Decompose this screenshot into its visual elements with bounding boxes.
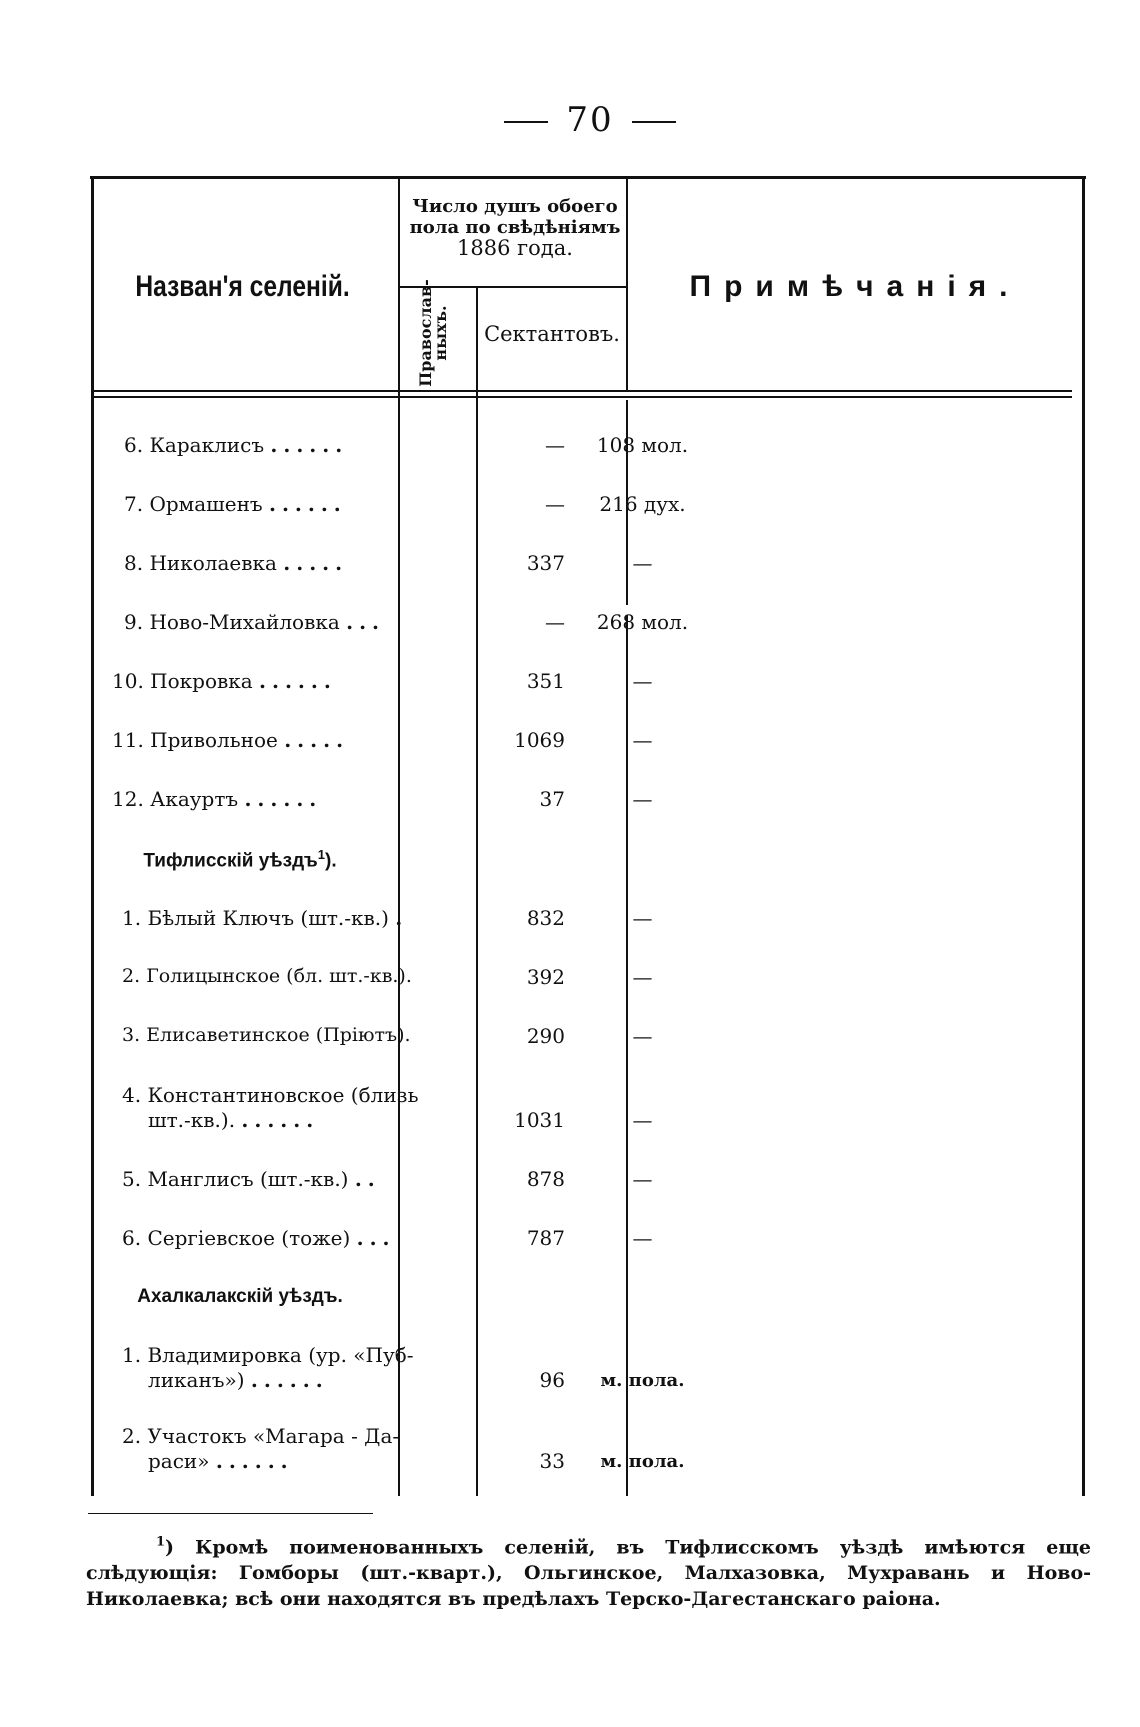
column-header-number-group: Число душъ обоего пола по свѣдѣніямъ 1886 года.	[409, 196, 621, 260]
footnote-rule	[88, 1513, 373, 1514]
footnote: $^1$) Кромѣ поименованныхъ селеній, въ Тифлисскомъ уѣздѣ имѣются еще слѣдующія: Гомборы (шт.-кварт.), Ольгинское, Малхазовка, Мухравань и Ново-Николаевка; всѣ они находятся въ предѣлахъ Терско-Дагестанскаго раіона.	[86, 1535, 1091, 1611]
section-heading-akhalkalaki: Ахалкалакскій уѣздъ.	[137, 1286, 343, 1307]
section-heading-tiflis: Тифлисскій уѣздъ$^1$).	[143, 847, 337, 872]
column-header-notes: Примѣчанія.	[689, 270, 1021, 303]
page-number: 70	[0, 100, 1140, 140]
column-header-sectarian: Сектантовъ.	[484, 322, 620, 346]
column-header-orthodox: Православ- ныхъ.	[416, 279, 450, 387]
column-header-name: Назван'я селеній.	[135, 270, 350, 303]
